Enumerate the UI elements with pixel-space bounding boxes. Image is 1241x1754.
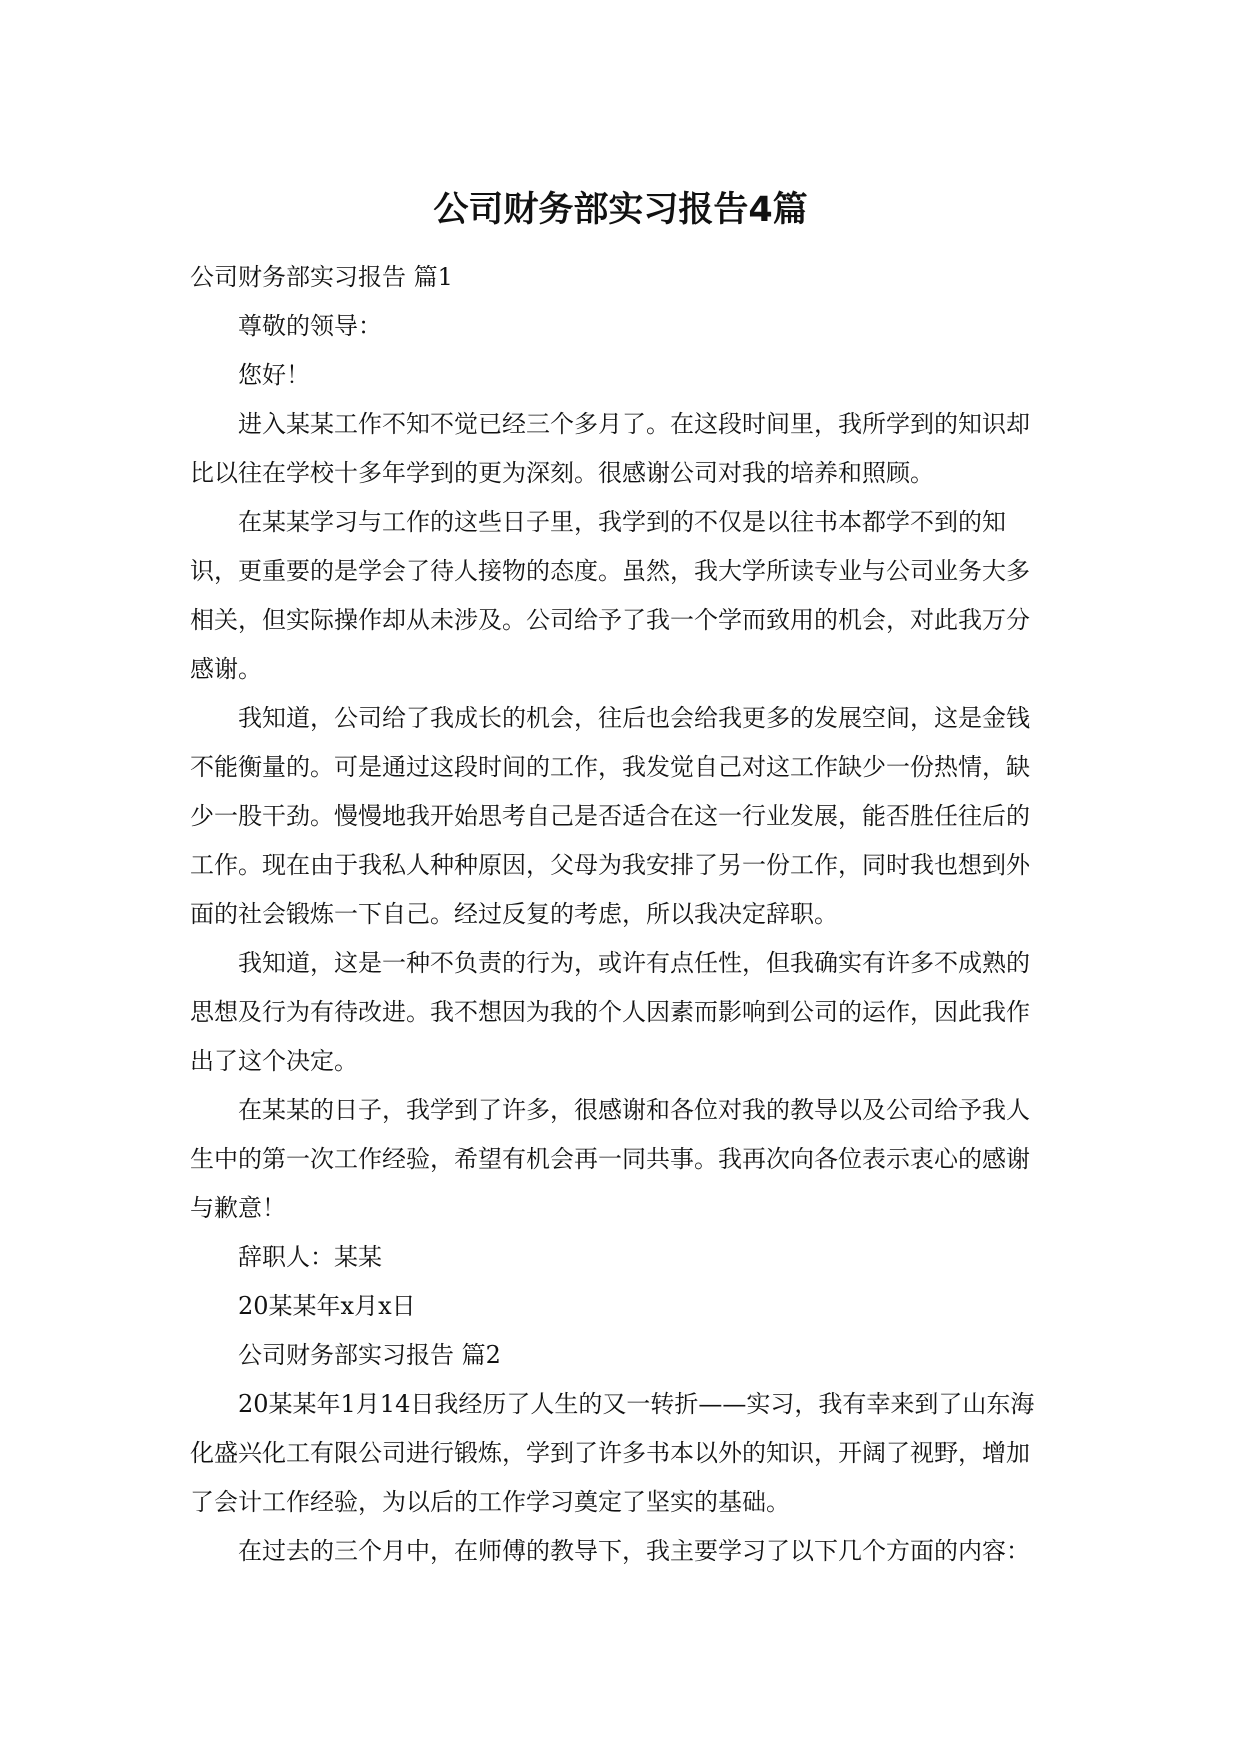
paragraph: 在某某的日子，我学到了许多，很感谢和各位对我的教导以及公司给予我人生中的第一次工作经验，希望有机会再一同共事。我再次向各位表示衷心的感谢与歉意！ — [190, 1096, 1030, 1222]
section-heading-1: 公司财务部实习报告 篇1 — [190, 263, 453, 291]
salutation: 尊敬的领导： — [238, 312, 382, 340]
paragraph: 在过去的三个月中，在师傅的教导下，我主要学习了以下几个方面的内容： — [238, 1537, 1030, 1565]
paragraph: 我知道，这是一种不负责的行为，或许有点任性，但我确实有许多不成熟的思想及行为有待改进。我不想因为我的个人因素而影响到公司的运作，因此我作出了这个决定。 — [190, 949, 1030, 1075]
greeting: 您好！ — [238, 361, 310, 389]
section-heading-2: 公司财务部实习报告 篇2 — [238, 1341, 501, 1369]
document-body — [190, 253, 1045, 1576]
signature: 辞职人：某某 — [238, 1243, 382, 1271]
paragraph: 20某某年1月14日我经历了人生的又一转折——实习，我有幸来到了山东海化盛兴化工有限公司进行锻炼，学到了许多书本以外的知识，开阔了视野，增加了会计工作经验，为以后的工作学习奠定了坚实的基础。 — [190, 1390, 1035, 1516]
date: 20某某年x月x日 — [238, 1292, 416, 1320]
paragraph: 进入某某工作不知不觉已经三个多月了。在这段时间里，我所学到的知识却比以往在学校十多年学到的更为深刻。很感谢公司对我的培养和照顾。 — [190, 410, 1030, 487]
paragraph: 在某某学习与工作的这些日子里，我学到的不仅是以往书本都学不到的知识，更重要的是学会了待人接物的态度。虽然，我大学所读专业与公司业务大多相关，但实际操作却从未涉及。公司给予了我一个学而致用的机会，对此我万分感谢。 — [190, 508, 1030, 683]
document-title: 公司财务部实习报告4篇 — [433, 190, 808, 230]
paragraph: 我知道，公司给了我成长的机会，往后也会给我更多的发展空间，这是金钱不能衡量的。可是通过这段时间的工作，我发觉自己对这工作缺少一份热情，缺少一股干劲。慢慢地我开始思考自己是否适合在这一行业发展，能否胜任往后的工作。现在由于我私人种种原因，父母为我安排了另一份工作，同时我也想到外面的社会锻炼一下自己。经过反复的考虑，所以我决定辞职。 — [190, 704, 1030, 928]
